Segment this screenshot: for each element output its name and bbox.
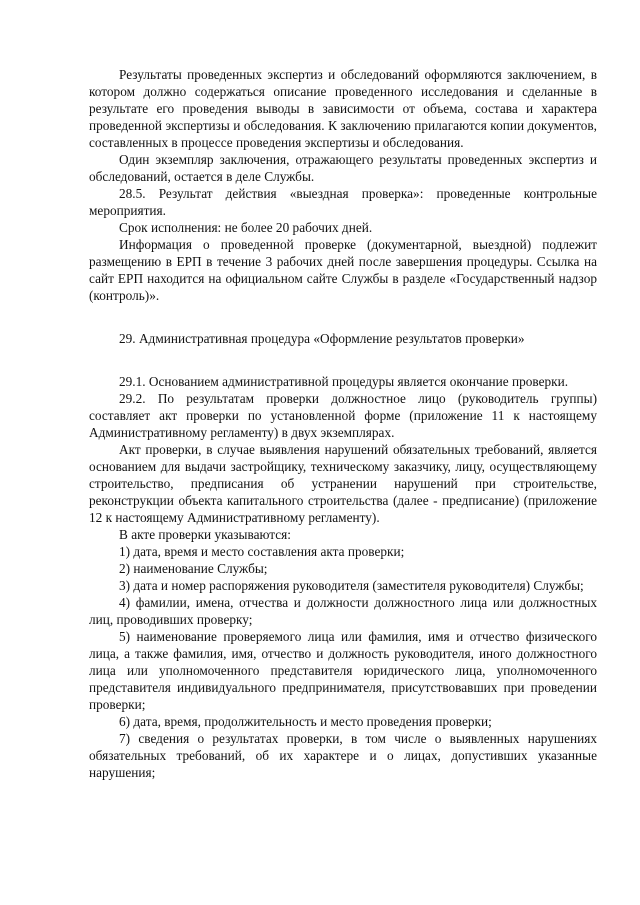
paragraph: В акте проверки указываются: (119, 527, 291, 542)
list-item: 1) дата, время и место составления акта проверки; (119, 544, 405, 559)
paragraph: 29.1. Основанием административной процедуры является окончание проверки. (119, 374, 569, 389)
list-item: 5) наименование проверяемого лица или фамилия, имя и отчество физического лица, а также фамилия, имя, отчество и должность руководителя, иного должностного лица или уполномоченного представителя юридического лица, уполномоченного представителя индивидуального предпринимателя, присутствовавших при проведении проверки; (89, 629, 597, 712)
paragraph: 29.2. По результатам проверки должностное лицо (руководитель группы) составляет акт проверки по установленной форме (приложение 11 к настоящему Административному регламенту) в двух экземплярах. (89, 391, 597, 440)
list-item: 4) фамилии, имена, отчества и должности должностного лица или должностных лиц, проводивших проверку; (89, 595, 597, 627)
paragraph: Срок исполнения: не более 20 рабочих дней. (119, 220, 373, 235)
document-body (89, 66, 597, 781)
paragraph: Информация о проведенной проверке (документарной, выездной) подлежит размещению в ЕРП в течение 3 рабочих дней после завершения процедуры. Ссылка на сайт ЕРП находится на официальном сайте Службы в разделе «Государственный надзор (контроль)». (89, 237, 597, 303)
paragraph: Акт проверки, в случае выявления нарушений обязательных требований, является основанием для выдачи застройщику, техническому заказчику, лицу, осуществляющему строительство, предписания об устранении нарушений при строительстве, реконструкции объекта капитального строительства (далее - предписание) (приложение 12 к настоящему Административному регламенту). (89, 442, 597, 525)
list-item: 7) сведения о результатах проверки, в том числе о выявленных нарушениях обязательных требований, об их характере и о лицах, допустивших указанные нарушения; (89, 731, 597, 780)
paragraph: 28.5. Результат действия «выездная проверка»: проведенные контрольные мероприятия. (89, 186, 597, 218)
section-heading: 29. Административная процедура «Оформление результатов проверки» (119, 331, 525, 346)
list-item: 2) наименование Службы; (119, 561, 268, 576)
list-item: 3) дата и номер распоряжения руководителя (заместителя руководителя) Службы; (119, 578, 584, 593)
paragraph: Результаты проведенных экспертиз и обследований оформляются заключением, в котором должно содержаться описание проведенного исследования и сделанные в результате его проведения выводы в зависимости от объема, состава и характера проведенной экспертизы и обследования. К заключению прилагаются копии документов, составленных в процессе проведения экспертизы и обследования. (89, 67, 597, 150)
list-item: 6) дата, время, продолжительность и место проведения проверки; (119, 714, 492, 729)
paragraph: Один экземпляр заключения, отражающего результаты проведенных экспертиз и обследований, остается в деле Службы. (89, 152, 597, 184)
